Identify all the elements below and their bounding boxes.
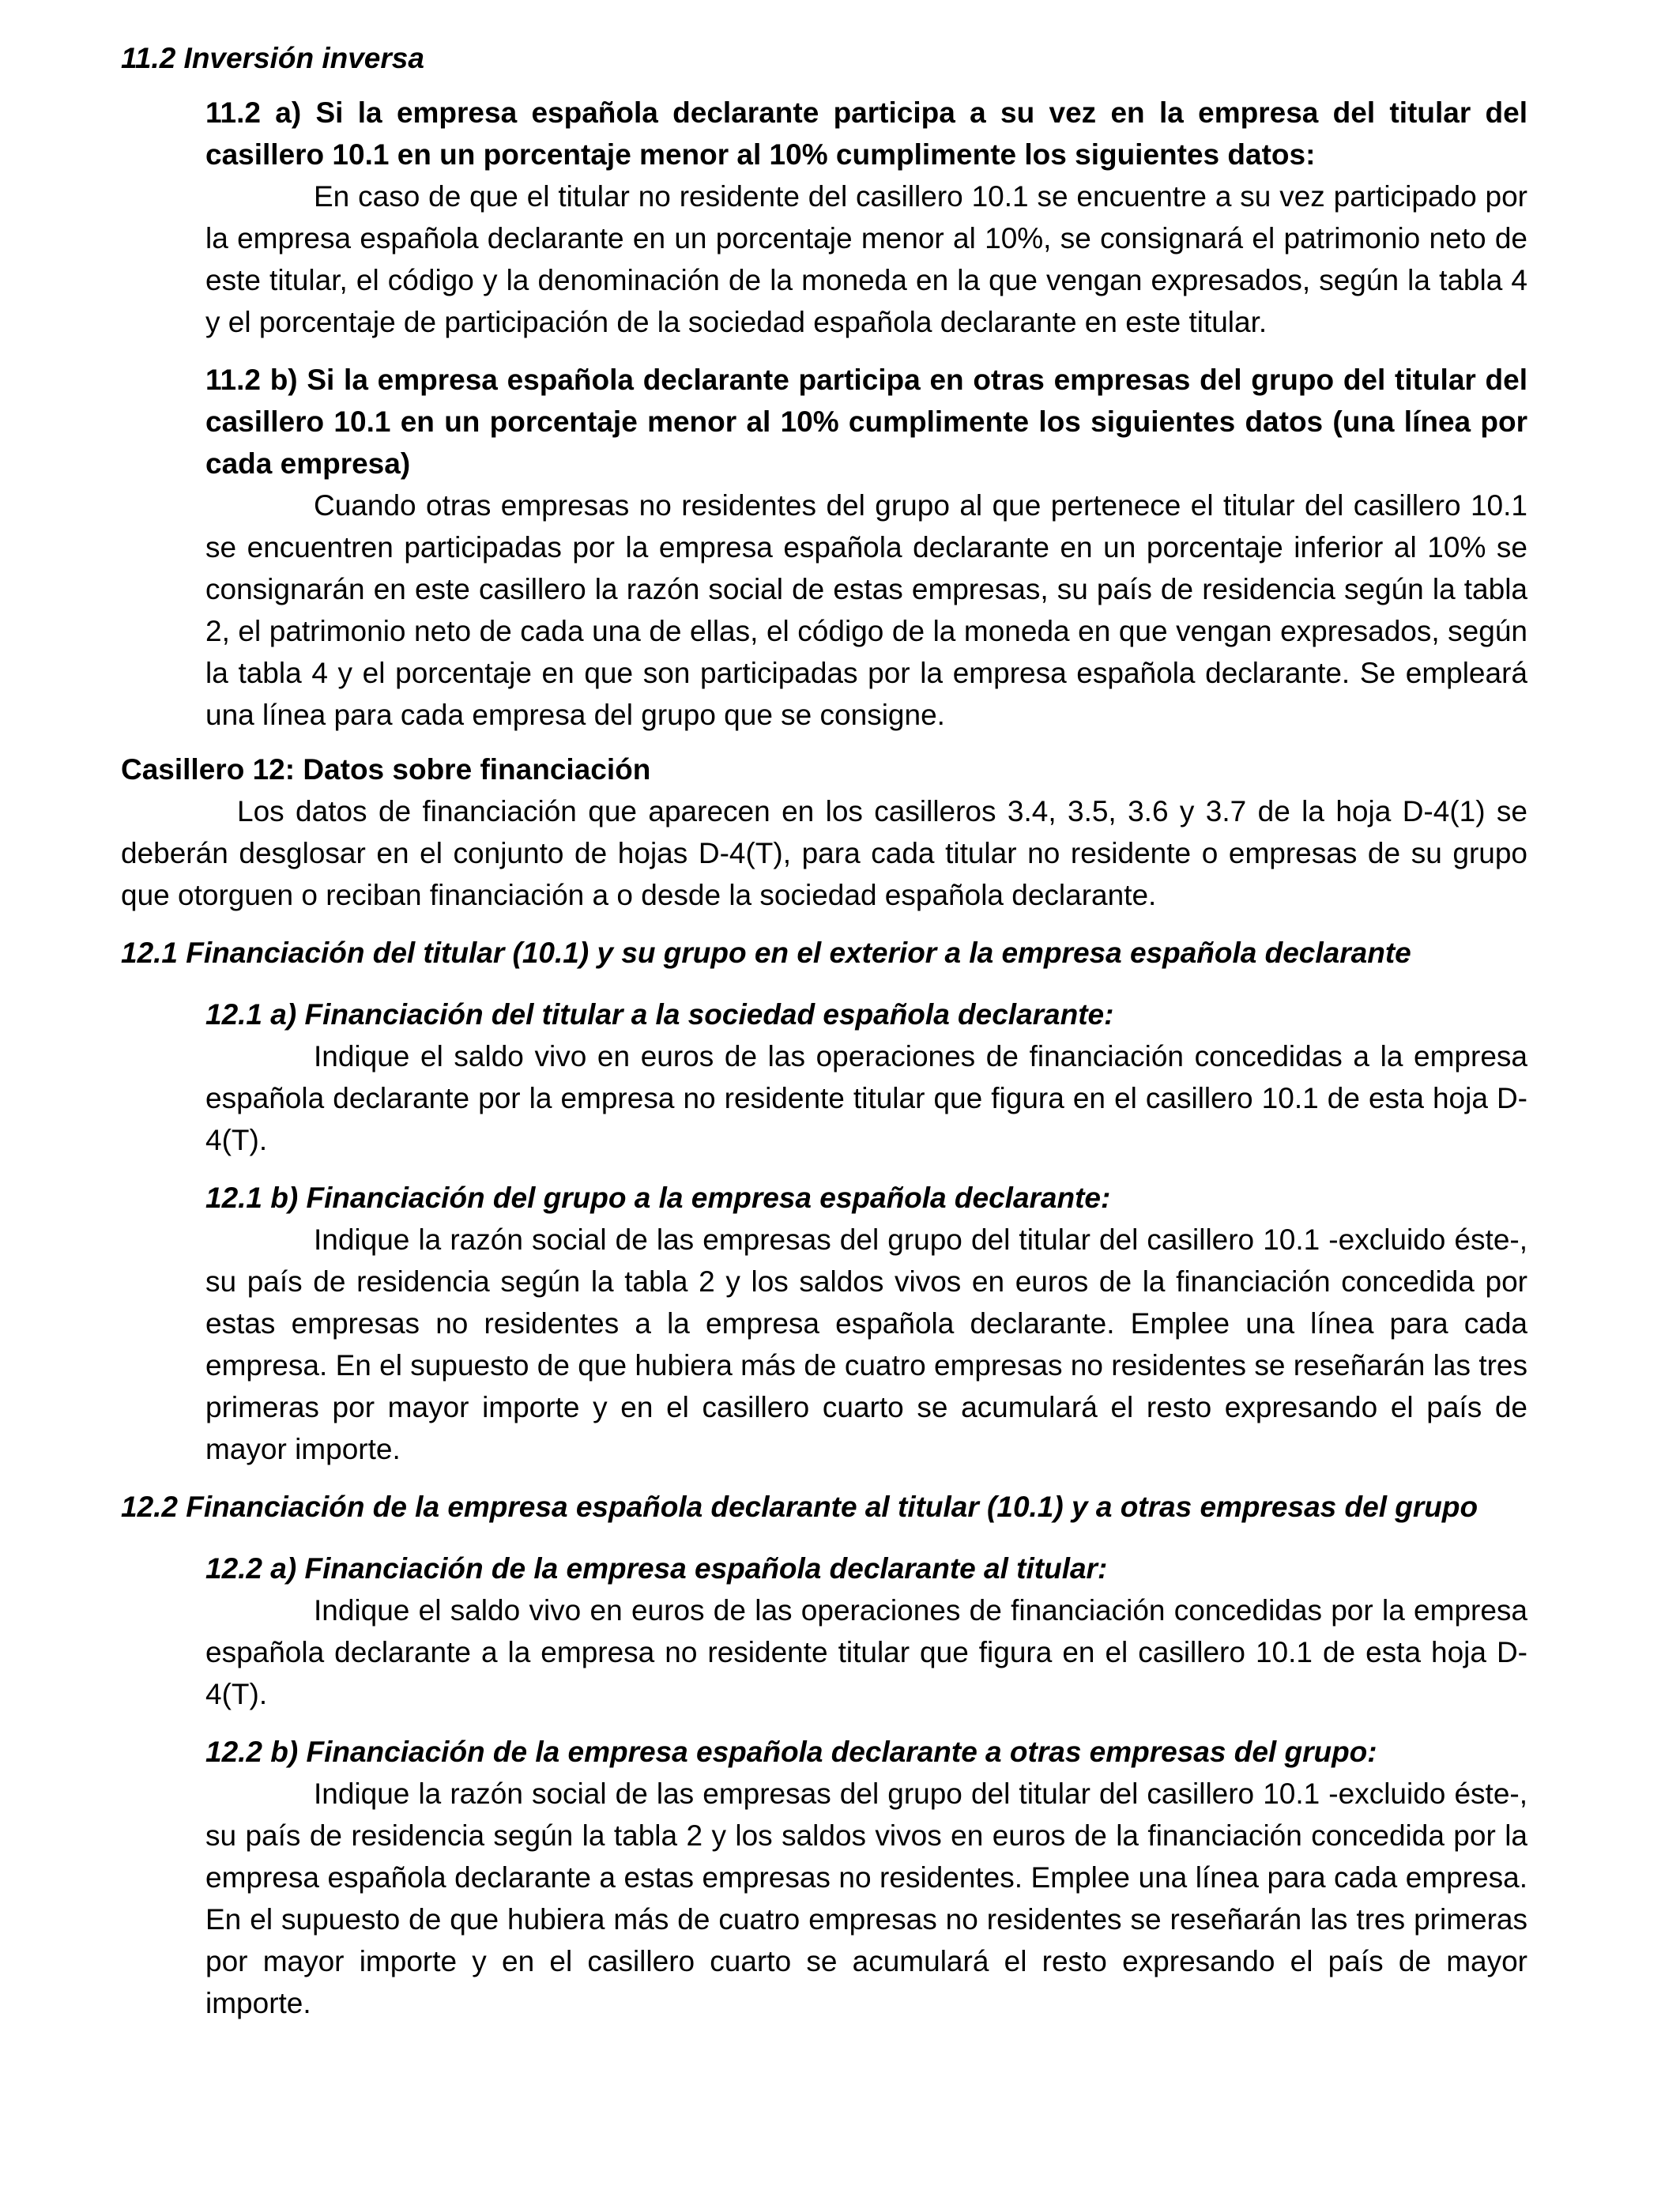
subsection-12-2-b [205,1731,1527,2024]
subsection-11-2-b [205,359,1527,736]
document-page [121,37,1527,2024]
section-11-2-title: 11.2 Inversión inversa [121,42,424,74]
subsection-11-2-b-body: Cuando otras empresas no residentes del grupo al que pertenece el titular del casillero 10.1 se encuentren participadas por la empresa española declarante en un porcentaje inferior al 10% se consignarán en este casillero la razón social de estas empresas, su país de residencia según la tabla 2, el patrimonio neto de cada una de ellas, el código de la moneda en que vengan expresados, según la tabla 4 y el porcentaje en que son participadas por la empresa española declarante. Se empleará una línea para cada empresa del grupo que se consigne. [205,489,1527,731]
subsection-12-2-a-heading: 12.2 a) Financiación de la empresa española declarante al titular: [205,1552,1108,1585]
subsection-12-1-b [205,1177,1527,1470]
subsection-12-1-a-body: Indique el saldo vivo en euros de las operaciones de financiación concedidas a la empresa española declarante por la empresa no residente titular que figura en el casillero 10.1 de esta hoja D-4(T). [205,1040,1527,1156]
casillero-12-body: Los datos de financiación que aparecen en los casilleros 3.4, 3.5, 3.6 y 3.7 de la hoja D-4(1) se deberán desglosar en el conjunto de hojas D-4(T), para cada titular no residente o empresas de su grupo que otorguen o reciban financiación a o desde la sociedad española declarante. [121,795,1527,911]
subsection-11-2-a-body: En caso de que el titular no residente del casillero 10.1 se encuentre a su vez participado por la empresa española declarante en un porcentaje menor al 10%, se consignará el patrimonio neto de este titular, el código y la denominación de la moneda en la que vengan expresados, según la tabla 4 y el porcentaje de participación de la sociedad española declarante en este titular. [205,180,1527,338]
subsection-12-1-a-heading: 12.1 a) Financiación del titular a la sociedad española declarante: [205,998,1114,1031]
subsection-12-2-a [205,1547,1527,1715]
subsection-11-2-a-heading: 11.2 a) Si la empresa española declarante participa a su vez en la empresa del titular del casillero 10.1 en un porcentaje menor al 10% cumplimente los siguientes datos: [205,96,1527,171]
subsection-11-2-a [205,92,1527,343]
section-12-2-title: 12.2 Financiación de la empresa española declarante al titular (10.1) y a otras empresas del grupo [121,1491,1478,1523]
subsection-12-2-a-body: Indique el saldo vivo en euros de las operaciones de financiación concedidas por la empresa española declarante a la empresa no residente titular que figura en el casillero 10.1 de esta hoja D-4(T). [205,1594,1527,1710]
subsection-12-2-b-body: Indique la razón social de las empresas del grupo del titular del casillero 10.1 -excluido éste-, su país de residencia según la tabla 2 y los saldos vivos en euros de la financiación concedida por la empresa española declarante a estas empresas no residentes. Emplee una línea para cada empresa. En el supuesto de que hubiera más de cuatro empresas no residentes se reseñarán las tres primeras por mayor importe y en el casillero cuarto se acumulará el resto expresando el país de mayor importe. [205,1777,1527,2019]
subsection-12-1-a [205,993,1527,1161]
subsection-11-2-b-heading: 11.2 b) Si la empresa española declarante participa en otras empresas del grupo del titular del casillero 10.1 en un porcentaje menor al 10% cumplimente los siguientes datos (una línea por cada empresa) [205,364,1527,480]
casillero-12-title: Casillero 12: Datos sobre financiación [121,753,651,786]
section-12-1-title: 12.1 Financiación del titular (10.1) y su grupo en el exterior a la empresa española declarante [121,937,1411,969]
subsection-12-1-b-body: Indique la razón social de las empresas del grupo del titular del casillero 10.1 -excluido éste-, su país de residencia según la tabla 2 y los saldos vivos en euros de la financiación concedida por estas empresas no residentes a la empresa española declarante. Emplee una línea para cada empresa. En el supuesto de que hubiera más de cuatro empresas no residentes se reseñarán las tres primeras por mayor importe y en el casillero cuarto se acumulará el resto expresando el país de mayor importe. [205,1223,1527,1465]
subsection-12-2-b-heading: 12.2 b) Financiación de la empresa española declarante a otras empresas del grupo: [205,1736,1377,1768]
subsection-12-1-b-heading: 12.1 b) Financiación del grupo a la empresa española declarante: [205,1182,1111,1214]
